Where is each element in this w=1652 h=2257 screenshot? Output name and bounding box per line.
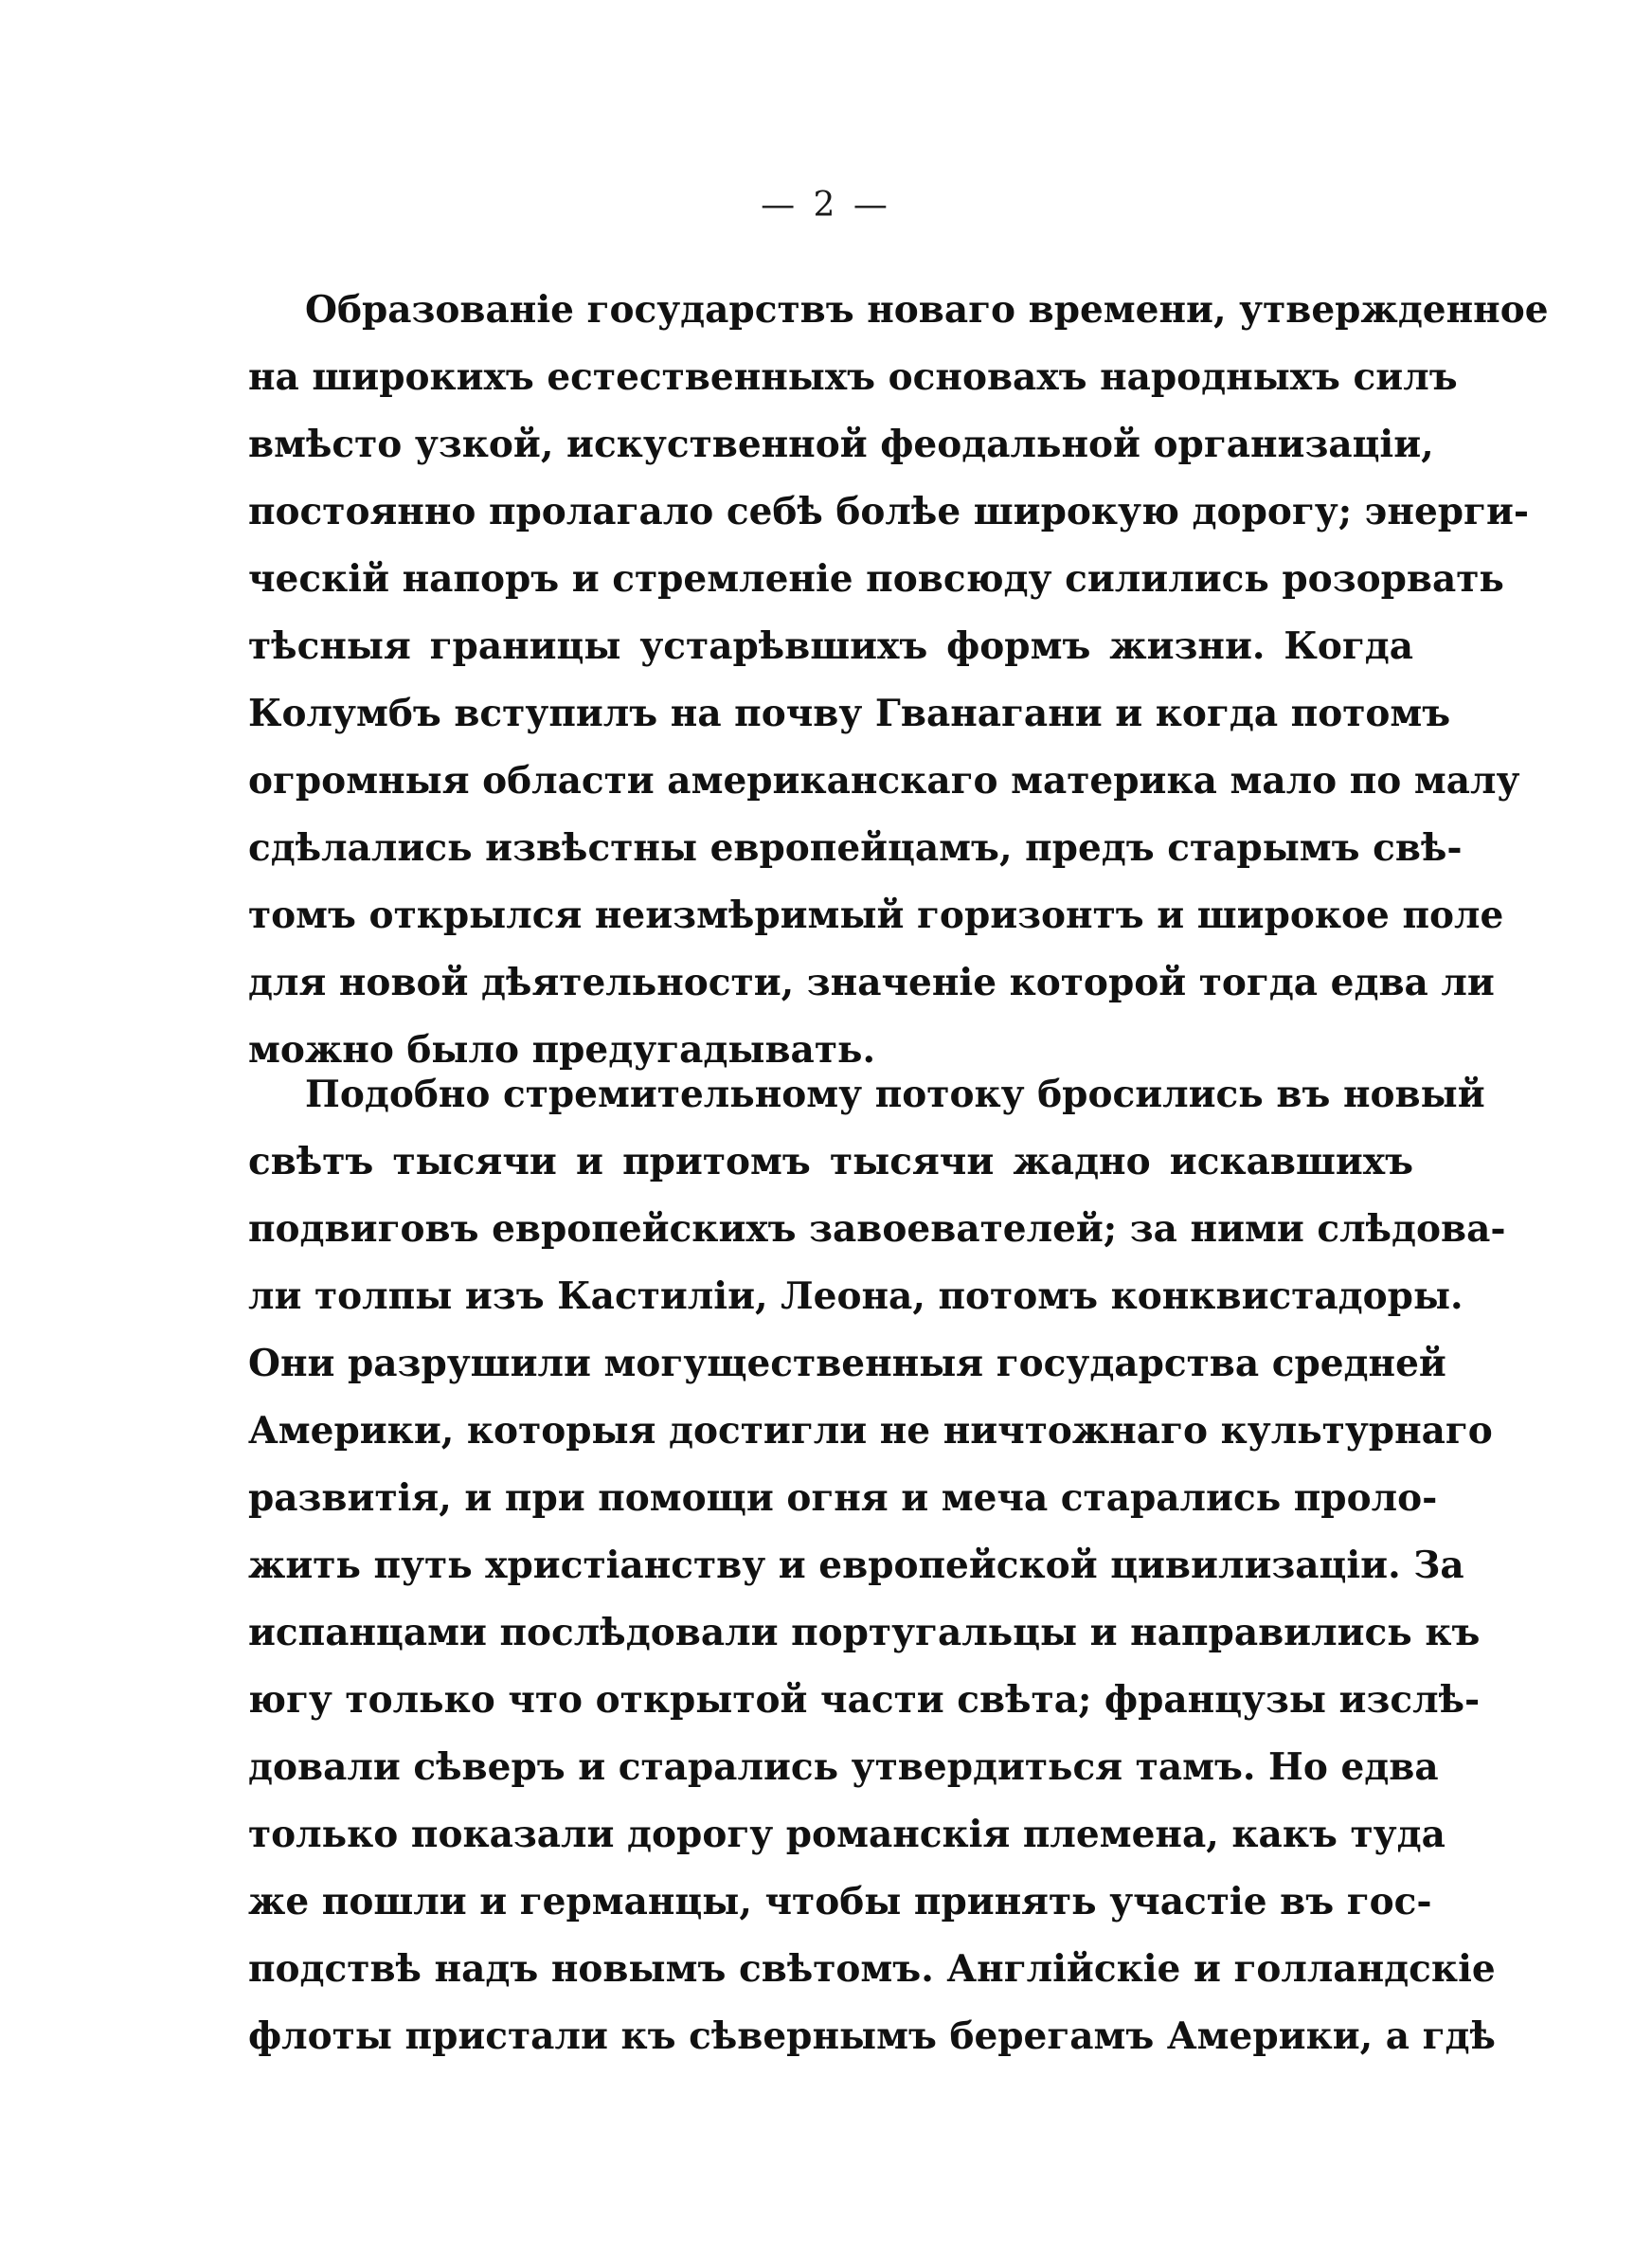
text-line: для новой дѣятельности, значеніе которой тогда едва ли: [248, 961, 1495, 1004]
text-line: Образованіе государствъ новаго времени, утвержденное: [305, 288, 1549, 332]
paragraph-2: [248, 1061, 1506, 2070]
text-line: постоянно пролагало себѣ болѣе широкую дорогу; энерги-: [248, 490, 1530, 533]
text-line: свѣтъ тысячи и притомъ тысячи жадно искавшихъ: [248, 1140, 1413, 1183]
text-line: Подобно стремительному потоку бросились въ новый: [305, 1073, 1485, 1116]
text-line: можно было предугадывать.: [248, 1028, 876, 1072]
text-line: развитія, и при помощи огня и меча старались проло-: [248, 1476, 1438, 1520]
text-line: томъ открылся неизмѣримый горизонтъ и широкое поле: [248, 894, 1504, 937]
text-line: ческій напоръ и стремленіе повсюду силились розорвать: [248, 557, 1504, 601]
text-line: подствѣ надъ новымъ свѣтомъ. Англійскіе и голландскіе: [248, 1947, 1496, 1991]
text-line: подвиговъ европейскихъ завоевателей; за ними слѣдова-: [248, 1207, 1506, 1251]
text-line: жить путь христіанству и европейской цивилизаціи. За: [248, 1544, 1464, 1587]
text-line: довали сѣверъ и старались утвердиться тамъ. Но едва: [248, 1745, 1439, 1789]
text-line: огромныя области американскаго материка мало по малу: [248, 759, 1520, 803]
text-line: югу только что открытой части свѣта; французы изслѣ-: [248, 1678, 1481, 1722]
text-line: же пошли и германцы, чтобы принять участіе въ гос-: [248, 1880, 1432, 1923]
text-line: испанцами послѣдовали португальцы и направились къ: [248, 1611, 1481, 1654]
text-line: ли толпы изъ Кастиліи, Леона, потомъ конквистадоры.: [248, 1274, 1463, 1318]
text-line: на широкихъ естественныхъ основахъ народныхъ силъ: [248, 355, 1458, 399]
text-line: Колумбъ вступилъ на почву Гванагани и когда потомъ: [248, 692, 1451, 735]
text-line: сдѣлались извѣстны европейцамъ, предъ старымъ свѣ-: [248, 826, 1463, 870]
text-line: Они разрушили могущественныя государства средней: [248, 1342, 1446, 1385]
text-line: только показали дорогу романскія племена, какъ туда: [248, 1813, 1446, 1856]
page-number: — 2 —: [761, 186, 891, 225]
text-line: тѣсныя границы устарѣвшихъ формъ жизни. Когда: [248, 624, 1413, 668]
text-line: флоты пристали къ сѣвернымъ берегамъ Америки, а гдѣ: [248, 2014, 1496, 2058]
paragraph-1: [248, 277, 1549, 1084]
text-line: вмѣсто узкой, искуственной феодальной организаціи,: [248, 423, 1434, 466]
text-line: Америки, которыя достигли не ничтожнаго культурнаго: [248, 1409, 1493, 1453]
